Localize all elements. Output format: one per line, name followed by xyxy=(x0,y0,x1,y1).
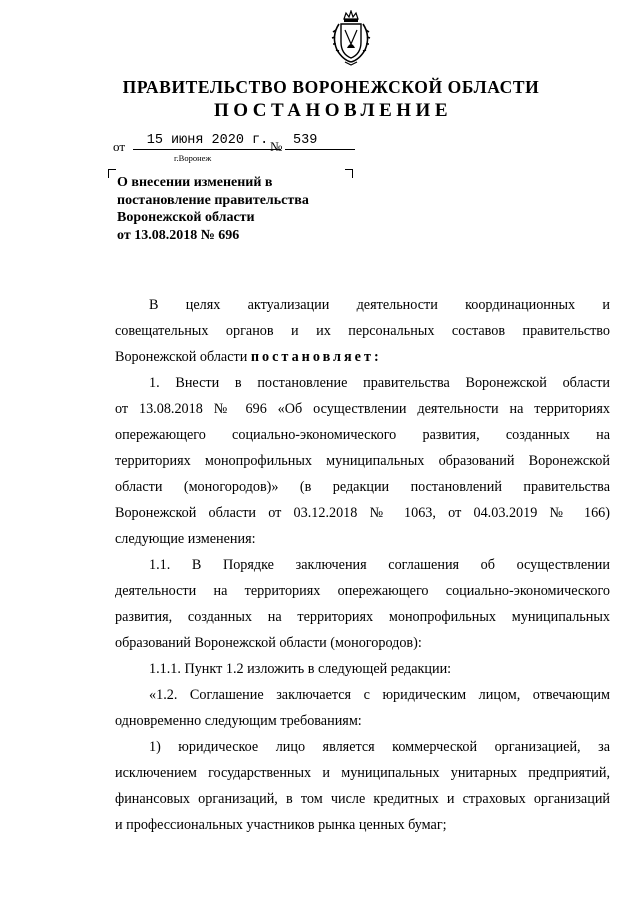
text-line: Воронежской области от 03.12.2018 № 1063, от 04.03.2019 № 166) xyxy=(115,505,610,521)
subject-bracket-left xyxy=(108,169,116,178)
number-underline xyxy=(285,149,355,150)
document-body xyxy=(115,292,610,838)
text-line: В целях актуализации деятельности координационных и xyxy=(149,297,610,313)
paragraph-item-1-1 xyxy=(115,552,610,656)
text-line: 1.1.1. Пункт 1.2 изложить в следующей редакции: xyxy=(149,661,452,677)
paragraph-item-1-1-1 xyxy=(115,656,610,682)
text-line: 1) юридическое лицо является коммерческой организацией, за xyxy=(149,739,610,755)
date-prefix-label: от xyxy=(113,139,126,154)
document-subject xyxy=(117,174,357,244)
text-line: «1.2. Соглашение заключается с юридическим лицом, отвечающим xyxy=(149,687,610,703)
text-line: образований Воронежской области (моногородов): xyxy=(115,635,422,651)
document-type-heading: ПОСТАНОВЛЕНИЕ xyxy=(213,100,453,121)
subject-line: Воронежской области xyxy=(117,210,255,225)
paragraph-clause-1-2 xyxy=(115,682,610,734)
text-line xyxy=(115,344,610,370)
number-prefix-label: № xyxy=(270,139,283,154)
text-line: области (моногородов)» (в редакции постановлений правительства xyxy=(115,479,610,495)
text-line: развития, созданных на территориях монопрофильных муниципальных xyxy=(115,609,610,625)
text-line: 1. Внести в постановление правительства Воронежской области xyxy=(149,375,610,391)
text-line: территориях монопрофильных муниципальных образований Воронежской xyxy=(115,453,610,469)
city-label: г.Воронеж xyxy=(174,153,212,163)
text-line: следующие изменения: xyxy=(115,531,256,547)
registration-line xyxy=(113,133,363,155)
decree-word: постановляет: xyxy=(250,349,382,365)
text-line: исключением государственных и муниципальных унитарных предприятий, xyxy=(115,765,610,781)
text-line: опережающего социально-экономического развития, созданных на xyxy=(115,427,610,443)
organization-title: ПРАВИТЕЛЬСТВО ВОРОНЕЖСКОЙ ОБЛАСТИ xyxy=(122,77,540,97)
text-line: финансовых организаций, в том числе кредитных и страховых организаций xyxy=(115,791,610,807)
date-underline xyxy=(133,149,281,150)
text-line: и профессиональных участников рынка ценных бумаг; xyxy=(115,817,447,833)
text-line: 1.1. В Порядке заключения соглашения об осуществлении xyxy=(149,557,610,573)
text-line: совещательных органов и их персональных составов правительство xyxy=(115,323,610,339)
subject-line: от 13.08.2018 № 696 xyxy=(117,227,240,243)
paragraph-requirement-1 xyxy=(115,734,610,838)
paragraph-item-1 xyxy=(115,370,610,552)
paragraph-preamble xyxy=(115,292,610,370)
document-date: 15 июня 2020 г. xyxy=(146,133,269,148)
document-number: 539 xyxy=(293,133,318,148)
subject-line: постановление правительства xyxy=(117,192,309,208)
text-line: от 13.08.2018 № 696 «Об осуществлении деятельности на территориях xyxy=(115,401,610,417)
subject-line: О внесении изменений в xyxy=(117,175,273,190)
text-line: деятельности на территориях опережающего социально-экономического xyxy=(115,583,610,599)
text-fragment: Воронежской области xyxy=(115,349,251,365)
text-line: одновременно следующим требованиям: xyxy=(115,713,362,729)
voronezh-coat-of-arms-icon xyxy=(327,10,375,66)
